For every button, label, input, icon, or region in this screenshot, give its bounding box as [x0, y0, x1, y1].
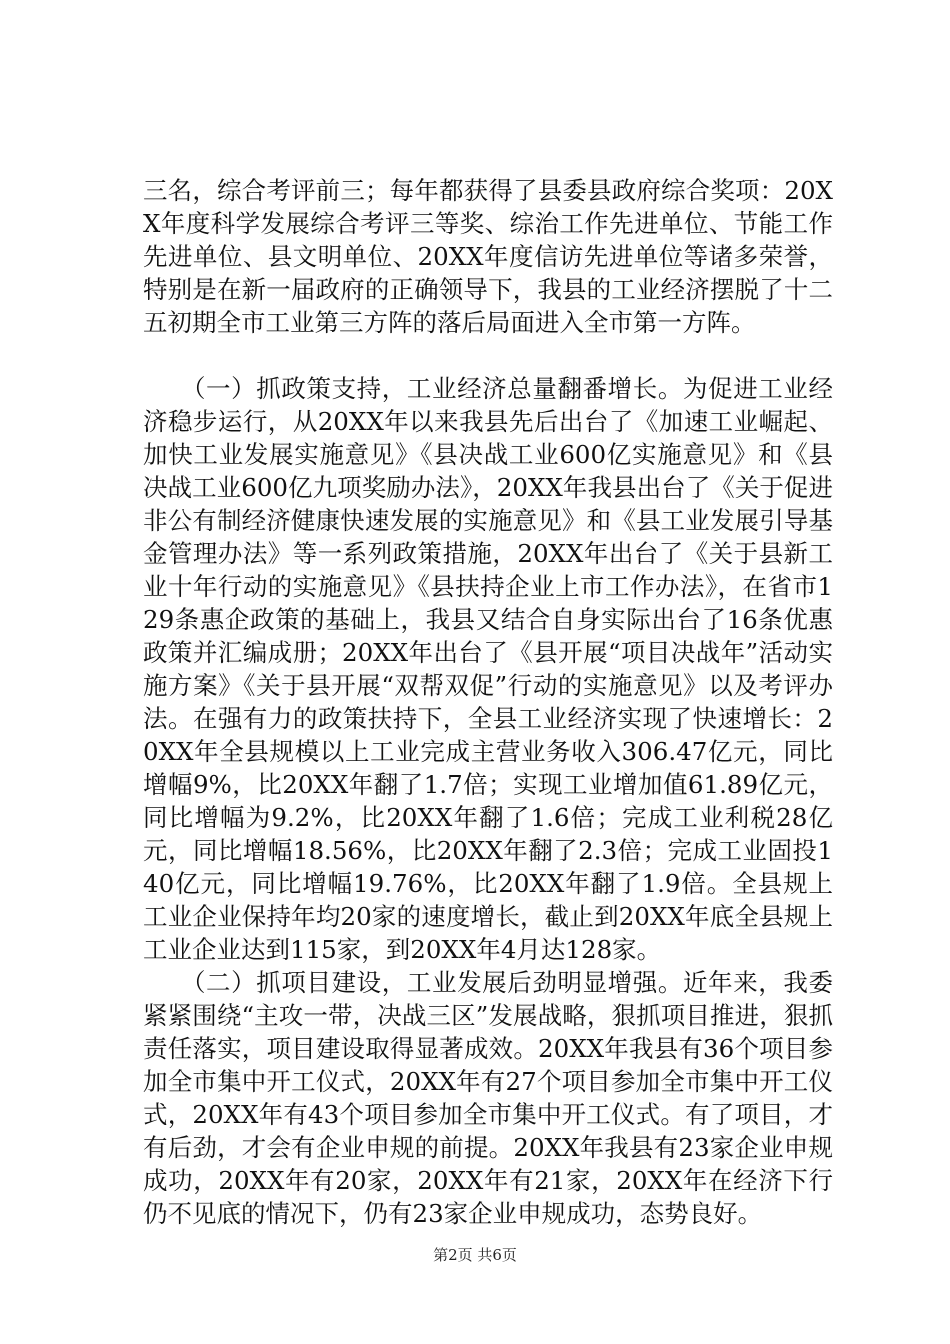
page-number-footer: 第2页 共6页 — [433, 1246, 517, 1264]
paragraph-project-construction: （二）抓项目建设，工业发展后劲明显增强。近年来，我委紧紧围绕“主攻一带，决战三区”发展战略，狠抓项目推进，狠抓责任落实，项目建设取得显著成效。20XX年我县有36个项目参加全市集中开工仪式，20XX年有27个项目参加全市集中开工仪式，20XX年有43个项目参加全市集中开工仪式。有了项目，才有后劲，才会有企业申规的前提。20XX年我县有23家企业申规成功，20XX年有20家，20XX年有21家，20XX年在经济下行仍不见底的情况下，仍有23家企业申规成功，态势良好。 — [143, 968, 833, 1228]
paragraph-spacer — [143, 339, 833, 372]
paragraph-intro: 三名，综合考评前三；每年都获得了县委县政府综合奖项：20XX年度科学发展综合考评三等奖、综治工作先进单位、节能工作先进单位、县文明单位、20XX年度信访先进单位等诸多荣誉，特别是在新一届政府的正确领导下，我县的工业经济摆脱了十二五初期全市工业第三方阵的落后局面进入全市第一方阵。 — [143, 176, 833, 337]
document-body — [143, 174, 833, 1230]
paragraph-policy-support: （一）抓政策支持，工业经济总量翻番增长。为促进工业经济稳步运行，从20XX年以来我县先后出台了《加速工业崛起、加快工业发展实施意见》《县决战工业600亿实施意见》和《县决战工业600亿九项奖励办法》，20XX年我县出台了《关于促进非公有制经济健康快速发展的实施意见》和《县工业发展引导基金管理办法》等一系列政策措施，20XX年出台了《关于县新工业十年行动的实施意见》《县扶持企业上市工作办法》，在省市129条惠企政策的基础上，我县又结合自身实际出台了16条优惠政策并汇编成册；20XX年出台了《县开展“项目决战年”活动实施方案》《关于县开展“双帮双促”行动的实施意见》以及考评办法。在强有力的政策扶持下，全县工业经济实现了快速增长：20XX年全县规模以上工业完成主营业务收入306.47亿元，同比增幅9%，比20XX年翻了1.7倍；实现工业增加值61.89亿元，同比增幅为9.2%，比20XX年翻了1.6倍；完成工业利税28亿元，同比增幅18.56%，比20XX年翻了2.3倍；完成工业固投140亿元，同比增幅19.76%，比20XX年翻了1.9倍。全县规上工业企业保持年均20家的速度增长，截止到20XX年底全县规上工业企业达到115家，到20XX年4月达128家。 — [143, 374, 833, 964]
